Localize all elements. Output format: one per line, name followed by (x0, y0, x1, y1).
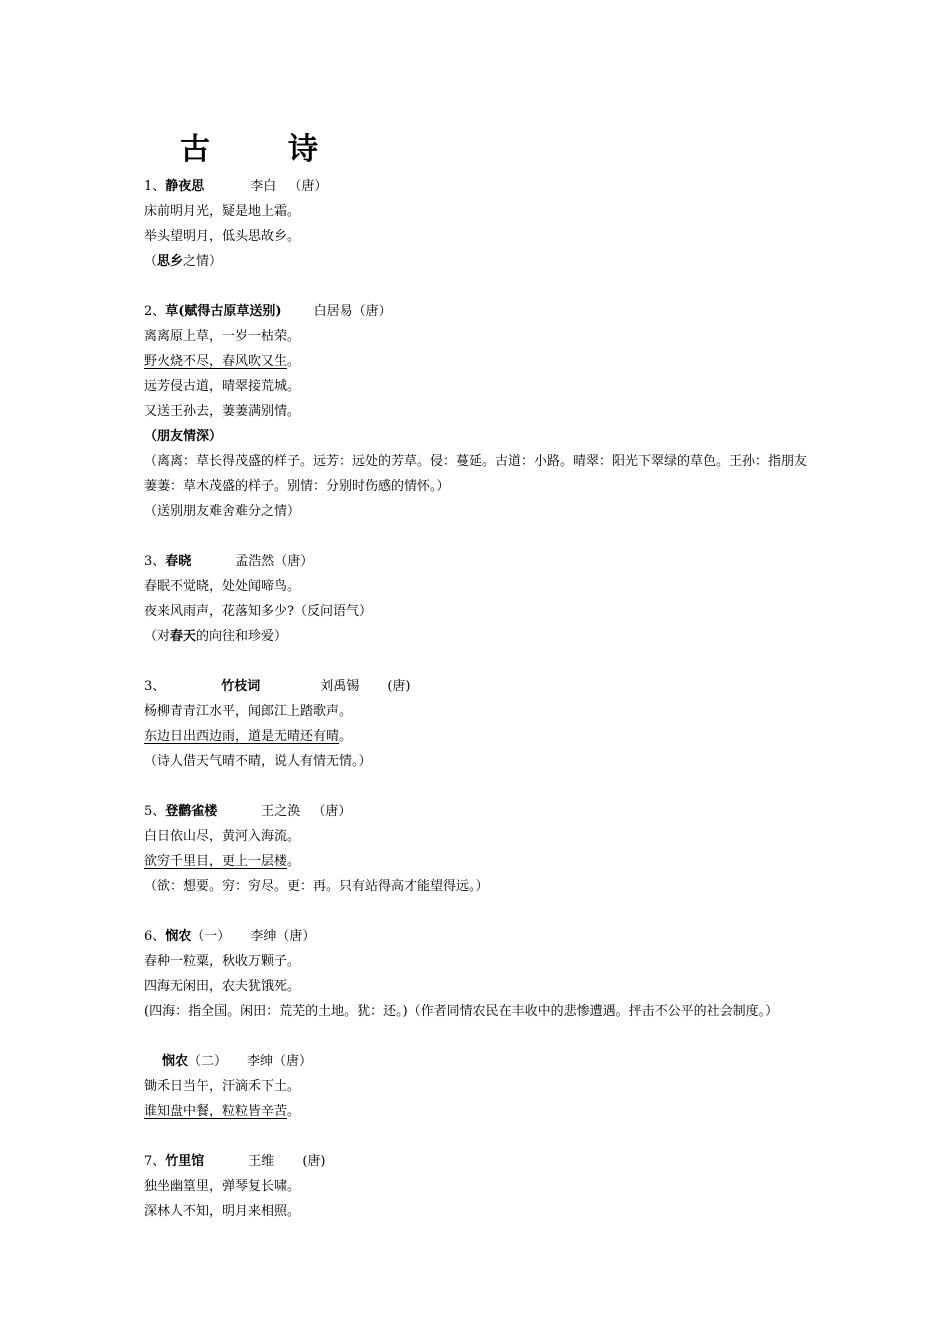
poem-title: 悯农 (165, 929, 192, 944)
poem-theme: （朋友情深） (144, 429, 223, 444)
poem-title: 静夜思 (165, 179, 205, 194)
poem-title: 草(赋得古原草送别) (165, 304, 282, 319)
poem-number: 1、 (144, 179, 166, 194)
poem-line: 独坐幽篁里，弹琴复长啸。 (144, 1179, 301, 1194)
poem-list (144, 174, 824, 1224)
poem-line: 远芳侵古道，晴翠接荒城。 (144, 379, 301, 394)
poem-line: 春种一粒粟，秋收万颗子。 (144, 954, 301, 969)
poem-theme: （思乡之情） (144, 254, 223, 269)
poem-note: 萋萋：草木茂盛的样子。别情：分别时伤感的情怀。） (144, 479, 450, 494)
poem-heading-2 (144, 299, 824, 324)
poem-dynasty: （唐） (312, 804, 352, 819)
poem-heading-6 (144, 924, 824, 949)
poem-title: 悯农 (162, 1054, 189, 1069)
poem-heading-6b (144, 1049, 824, 1074)
poem-line: 锄禾日当午，汗滴禾下土。 (144, 1079, 301, 1094)
poem-author: 李绅（唐） (247, 1054, 313, 1069)
poem-line: 谁知盘中餐，粒粒皆辛苦。 (144, 1104, 301, 1119)
poem-heading-1 (144, 174, 824, 199)
poem-line: 深林人不知，明月来相照。 (144, 1204, 301, 1219)
poem-line: 离离原上草，一岁一枯荣。 (144, 329, 301, 344)
poem-author: 孟浩然（唐） (235, 554, 314, 569)
poem-note: （离离：草长得茂盛的样子。远芳：远处的芳草。侵：蔓延。古道：小路。晴翠：阳光下翠绿的草色。王孙：指朋友 (144, 454, 808, 469)
page-title (180, 128, 318, 172)
poem-line: 床前明月光，疑是地上霜。 (144, 204, 301, 219)
underlined-verse: 东边日出西边雨，道是无晴还有晴 (144, 729, 340, 744)
poem-note: （诗人借天气晴不晴，说人有情无情。） (144, 754, 372, 769)
poem-heading-5 (144, 799, 824, 824)
poem-line: 举头望明月，低头思故乡。 (144, 229, 301, 244)
poem-dynasty: (唐) (302, 1154, 326, 1169)
poem-line: 四海无闲田，农夫犹饿死。 (144, 979, 301, 994)
poem-note: (四海：指全国。闲田：荒芜的土地。犹：还。)（作者同情农民在丰收中的悲惨遭遇。抨击不公平的社会制度。） (144, 1004, 779, 1019)
poem-line: 野火烧不尽，春风吹又生。 (144, 354, 301, 369)
poem-heading-3 (144, 549, 824, 574)
poem-number: 5、 (144, 804, 166, 819)
poem-number: 3、 (144, 554, 166, 569)
underlined-verse: 谁知盘中餐，粒粒皆辛苦 (144, 1104, 288, 1119)
poem-heading-7 (144, 1149, 824, 1174)
poem-line: 东边日出西边雨，道是无晴还有晴。 (144, 729, 353, 744)
poem-line: 白日依山尽，黄河入海流。 (144, 829, 301, 844)
poem-dynasty: （唐） (288, 179, 328, 194)
poem-author: 李白 (250, 179, 277, 194)
poem-line: 欲穷千里目，更上一层楼。 (144, 854, 301, 869)
underlined-verse: 欲穷千里目，更上一层楼 (144, 854, 288, 869)
poem-number: 3、 (144, 679, 166, 694)
poem-part: （二） (188, 1054, 228, 1069)
poem-number: 6、 (144, 929, 166, 944)
poem-author: 王维 (248, 1154, 275, 1169)
poem-theme: （对春天的向往和珍爱） (144, 629, 288, 644)
poem-number: 2、 (144, 304, 166, 319)
poem-line: 又送王孙去，萋萋满别情。 (144, 404, 301, 419)
poem-author: 刘禹锡 (320, 679, 360, 694)
poem-title: 春晓 (165, 554, 192, 569)
poem-number: 7、 (144, 1154, 166, 1169)
poem-author: 白居易（唐） (313, 304, 392, 319)
poem-line: 杨柳青青江水平，闻郎江上踏歌声。 (144, 704, 353, 719)
poem-note: （欲：想要。穷：穷尽。更：再。只有站得高才能望得远。） (144, 879, 489, 894)
poem-line: 春眠不觉晓，处处闻啼鸟。 (144, 579, 301, 594)
title-char-2: 诗 (288, 132, 318, 167)
poem-author: 王之涣 (261, 804, 301, 819)
poem-title: 竹里馆 (165, 1154, 205, 1169)
poem-title: 竹枝词 (221, 679, 261, 694)
poem-part: （一） (191, 929, 231, 944)
poem-author: 李绅（唐） (250, 929, 316, 944)
poem-note: （送别朋友难舍难分之情） (144, 504, 301, 519)
title-char-1: 古 (180, 132, 210, 167)
poem-dynasty: (唐) (387, 679, 411, 694)
poem-heading-4 (144, 674, 824, 699)
poem-title: 登鹳雀楼 (165, 804, 218, 819)
underlined-verse: 野火烧不尽，春风吹又生 (144, 354, 288, 369)
poem-line: 夜来风雨声，花落知多少?（反问语气） (144, 604, 372, 619)
